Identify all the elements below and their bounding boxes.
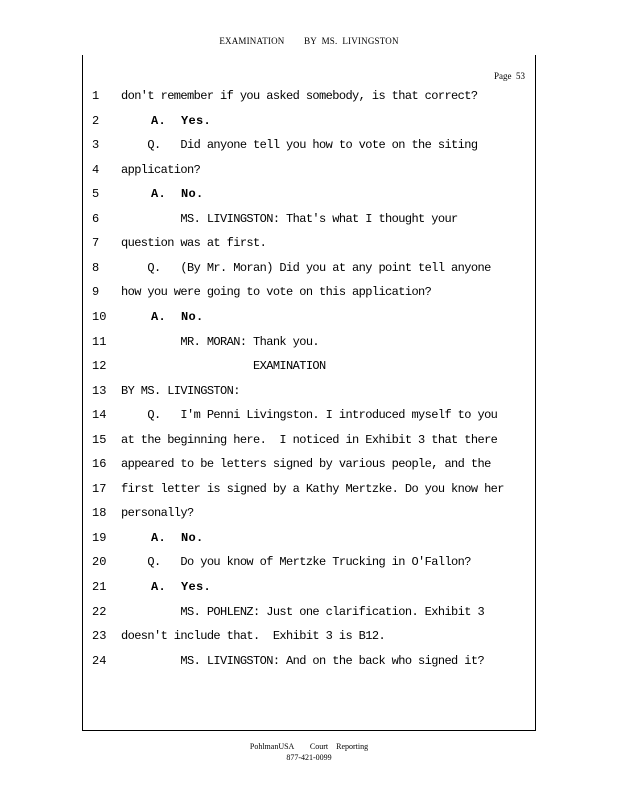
transcript-line: Q. I'm Penni Livingston. I introduced myself to you — [121, 408, 498, 422]
line-number: 4 — [92, 163, 100, 177]
line-number: 2 — [92, 114, 100, 128]
transcript-line: question was at first. — [121, 236, 267, 250]
transcript-line: A. No. — [121, 187, 204, 201]
transcript-line: A. No. — [121, 531, 204, 545]
transcript-line: MS. LIVINGSTON: That's what I thought your — [121, 212, 458, 226]
line-number: 14 — [92, 408, 107, 422]
transcript-line: EXAMINATION — [121, 359, 326, 373]
footer-company: PohlmanUSA Court Reporting — [249, 742, 369, 751]
transcript-line: how you were going to vote on this application? — [121, 285, 432, 299]
page-header: EXAMINATION BY MS. LIVINGSTON — [219, 36, 399, 46]
transcript-line: appeared to be letters signed by various people, and the — [121, 457, 491, 471]
line-number: 21 — [92, 580, 107, 594]
line-number: 22 — [92, 605, 107, 619]
page-footer — [0, 741, 618, 763]
transcript-line: A. Yes. — [121, 580, 212, 594]
line-number: 23 — [92, 629, 107, 643]
line-number: 20 — [92, 555, 107, 569]
line-number: 7 — [92, 236, 100, 250]
line-number: 1 — [92, 89, 100, 103]
line-number: 19 — [92, 531, 107, 545]
line-number: 3 — [92, 138, 100, 152]
transcript-line: Q. Do you know of Mertzke Trucking in O'Fallon? — [121, 555, 471, 569]
line-number: 6 — [92, 212, 100, 226]
transcript-line: first letter is signed by a Kathy Mertzke. Do you know her — [121, 482, 504, 496]
line-number: 15 — [92, 433, 107, 447]
line-number: 5 — [92, 187, 100, 201]
line-number: 8 — [92, 261, 100, 275]
line-number: 17 — [92, 482, 107, 496]
footer-phone: 877-421-0099 — [286, 753, 332, 762]
transcript-line: Q. (By Mr. Moran) Did you at any point tell anyone — [121, 261, 491, 275]
transcript-line: BY MS. LIVINGSTON: — [121, 384, 240, 398]
line-number: 24 — [92, 654, 107, 668]
transcript-line: MR. MORAN: Thank you. — [121, 335, 320, 349]
line-number: 16 — [92, 457, 107, 471]
transcript-line: personally? — [121, 506, 194, 520]
transcript-line: MS. LIVINGSTON: And on the back who signed it? — [121, 654, 485, 668]
transcript-line: Q. Did anyone tell you how to vote on the siting — [121, 138, 478, 152]
line-number: 18 — [92, 506, 107, 520]
line-number: 9 — [92, 285, 100, 299]
transcript-line: doesn't include that. Exhibit 3 is B12. — [121, 629, 386, 643]
transcript-line: at the beginning here. I noticed in Exhibit 3 that there — [121, 433, 498, 447]
line-number: 13 — [92, 384, 107, 398]
transcript-line: A. Yes. — [121, 114, 212, 128]
transcript-line: MS. POHLENZ: Just one clarification. Exhibit 3 — [121, 605, 485, 619]
line-number: 11 — [92, 335, 107, 349]
page-number: Page 53 — [494, 71, 525, 81]
line-number: 12 — [92, 359, 107, 373]
transcript-line: A. No. — [121, 310, 204, 324]
transcript-line: don't remember if you asked somebody, is that correct? — [121, 89, 478, 103]
transcript-line: application? — [121, 163, 201, 177]
line-number: 10 — [92, 310, 107, 324]
